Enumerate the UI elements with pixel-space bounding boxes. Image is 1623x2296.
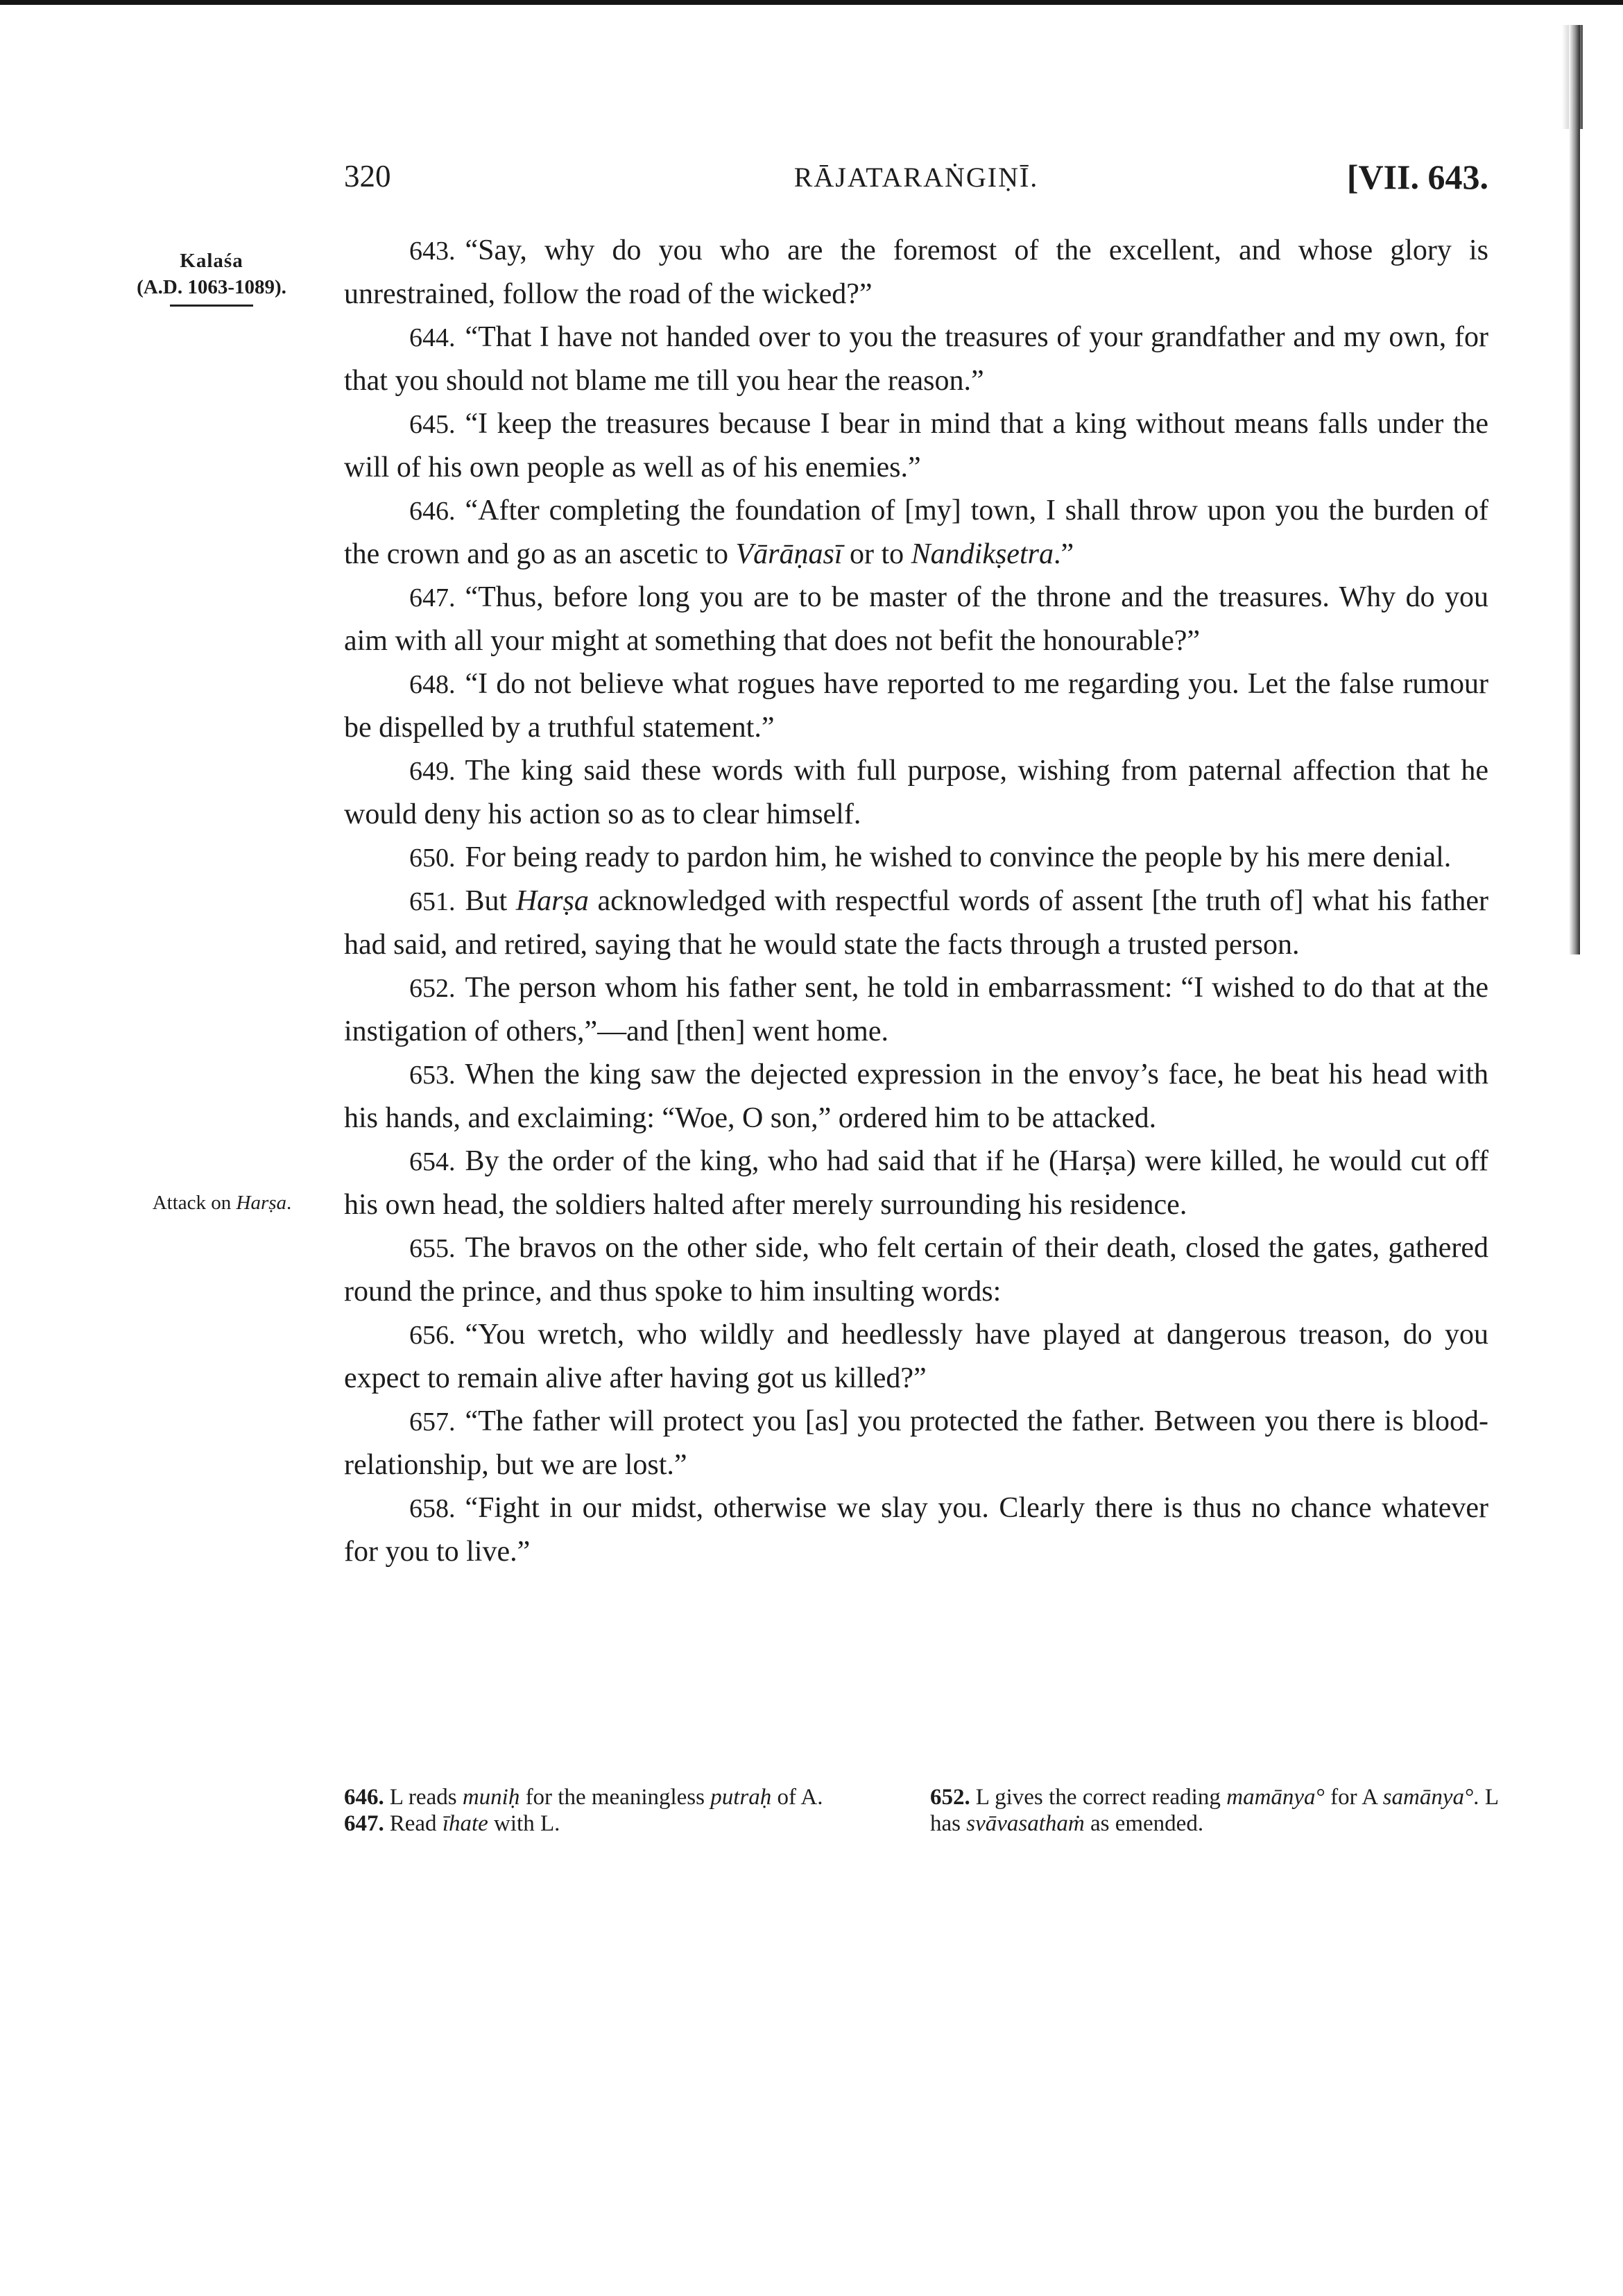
verse-italic: Nandikṣetra — [911, 538, 1054, 570]
running-title: RĀJATARAṄGIṆĪ. — [793, 162, 1039, 193]
verse-paragraph — [344, 1400, 1488, 1487]
footnote-text: for the meaningless — [519, 1785, 711, 1810]
verse-reference: [VII. 643. — [1346, 157, 1488, 196]
footnote-number: 652. — [930, 1785, 970, 1810]
footnote-text: L reads — [389, 1785, 463, 1810]
verse-number: 652. — [409, 974, 456, 1003]
footnote-italic: samānya° — [1382, 1785, 1474, 1810]
verse-paragraph — [344, 576, 1488, 662]
verse-text: “Fight in our midst, otherwise we slay you. Clearly there is thus no chance whatever for you to live.” — [344, 1492, 1488, 1568]
verse-text: The king said these words with full purpose, wishing from paternal affection that he would deny his action so as to clear himself. — [344, 755, 1488, 830]
verse-italic: Vārāṇasī — [735, 538, 843, 570]
verse-number: 646. — [409, 497, 456, 526]
footnote — [344, 1810, 899, 1837]
verse-number: 651. — [409, 887, 456, 916]
verse-number: 650. — [409, 843, 456, 873]
verse-paragraph — [344, 402, 1488, 489]
verse-number: 649. — [409, 757, 456, 786]
verse-number: 656. — [409, 1321, 456, 1350]
verse-paragraph — [344, 836, 1488, 880]
sidenote-reign-dates: (A.D. 1063-1089). — [137, 276, 286, 298]
sidenote-attack-prefix: Attack on — [152, 1192, 237, 1214]
footnote-text: Read — [389, 1811, 443, 1836]
verse-paragraph — [344, 749, 1488, 836]
footnote-italic: īhate — [442, 1811, 488, 1836]
verse-text: But — [465, 885, 516, 917]
verse-number: 643. — [409, 237, 456, 266]
verse-paragraph — [344, 880, 1488, 966]
verse-text: The bravos on the other side, who felt certain of their death, closed the gates, gathered round the prince, and thus spoke to him insulting words: — [344, 1232, 1488, 1308]
verse-paragraph — [344, 1053, 1488, 1140]
main-text — [344, 229, 1488, 1573]
verse-number: 648. — [409, 670, 456, 699]
footnote — [930, 1784, 1499, 1837]
verse-text: “The father will protect you [as] you protected the father. Between you there is blood-relationship, but we are lost.” — [344, 1405, 1488, 1481]
verse-paragraph — [344, 316, 1488, 402]
verse-text: When the king saw the dejected expression in the envoy’s face, he beat his head with his hands, and exclaiming: “Woe, O son,” ordered him to be attacked. — [344, 1059, 1488, 1134]
footnote-text: . L has — [930, 1785, 1499, 1836]
sidenote-attack-suffix: . — [286, 1192, 292, 1214]
verse-text: .” — [1053, 538, 1074, 570]
footnotes-right-column — [930, 1784, 1499, 1837]
verse-number: 657. — [409, 1407, 456, 1437]
footnote-number: 646. — [344, 1785, 384, 1810]
verse-paragraph — [344, 662, 1488, 749]
sidenote-kalasa — [104, 248, 319, 307]
verse-text: “Say, why do you who are the foremost of the excellent, and whose glory is unrestrained, follow the road of the wicked?” — [344, 234, 1488, 310]
verse-paragraph — [344, 1140, 1488, 1226]
page-header — [344, 158, 1488, 207]
verse-text: acknowledged with respectful words of assent [the truth of] what his father had said, and retired, saying that he would state the facts through a trusted person. — [344, 885, 1489, 961]
verse-number: 645. — [409, 410, 456, 439]
footnote-italic: muniḥ — [462, 1785, 520, 1810]
sidenote-king-name: Kalaśa — [180, 250, 243, 272]
footnote — [344, 1784, 899, 1810]
footnote-italic: svāvasathaṁ — [966, 1811, 1085, 1836]
footnote-italic: mamānya° — [1226, 1785, 1325, 1810]
verse-number: 658. — [409, 1494, 456, 1523]
page-number: 320 — [344, 159, 391, 194]
verse-text: “I do not believe what rogues have reported to me regarding you. Let the false rumour be dispelled by a truthful statement.” — [344, 668, 1488, 744]
footnote-text: for A — [1324, 1785, 1383, 1810]
verse-text: “After completing the foundation of [my] town, I shall throw upon you the burden of the crown and go as an ascetic to — [344, 495, 1488, 570]
footnote-text: as emended. — [1084, 1811, 1204, 1836]
verse-paragraph — [344, 489, 1488, 576]
footnote-number: 647. — [344, 1811, 384, 1836]
footnote-text: of A. — [771, 1785, 823, 1810]
footnote-text: with L. — [488, 1811, 560, 1836]
verse-paragraph — [344, 229, 1488, 316]
verse-text: “Thus, before long you are to be master of the throne and the treasures. Why do you aim with all your might at something that does not befit the honourable?” — [344, 581, 1488, 657]
footnote-text: L gives the correct reading — [975, 1785, 1227, 1810]
top-border — [0, 0, 1623, 5]
page-edge-shadow — [1569, 25, 1580, 954]
verse-text: By the order of the king, who had said that if he (Harṣa) were killed, he would cut off his own head, the soldiers halted after merely surrounding his residence. — [344, 1145, 1488, 1221]
verse-number: 647. — [409, 583, 456, 612]
verse-text: “You wretch, who wildly and heedlessly have played at dangerous treason, do you expect to remain alive after having got us killed?” — [344, 1319, 1488, 1394]
verse-italic: Harṣa — [515, 885, 589, 917]
verse-text: “That I have not handed over to you the treasures of your grandfather and my own, for that you should not blame me till you hear the reason.” — [344, 321, 1488, 397]
sidenote-attack-name: Harṣa — [236, 1192, 287, 1214]
verse-text: “I keep the treasures because I bear in mind that a king without means falls under the will of his own people as well as of his enemies.” — [344, 408, 1488, 483]
verse-paragraph — [344, 1226, 1488, 1313]
footnote-italic: putraḥ — [710, 1785, 772, 1810]
verse-number: 653. — [409, 1061, 456, 1090]
verse-paragraph — [344, 1313, 1488, 1400]
sidenote-divider — [170, 305, 253, 307]
verse-text: or to — [842, 538, 911, 570]
verse-paragraph — [344, 1487, 1488, 1573]
verse-number: 655. — [409, 1234, 456, 1263]
footnotes-left-column — [344, 1784, 899, 1837]
verse-number: 644. — [409, 323, 456, 352]
verse-text: The person whom his father sent, he told in embarrassment: “I wished to do that at the instigation of others,”—and [then] went home. — [344, 972, 1488, 1047]
verse-paragraph — [344, 966, 1488, 1053]
verse-text: For being ready to pardon him, he wished to convince the people by his mere denial. — [465, 841, 1452, 873]
verse-number: 654. — [409, 1147, 456, 1176]
sidenote-attack-on-harsa — [125, 1192, 319, 1215]
